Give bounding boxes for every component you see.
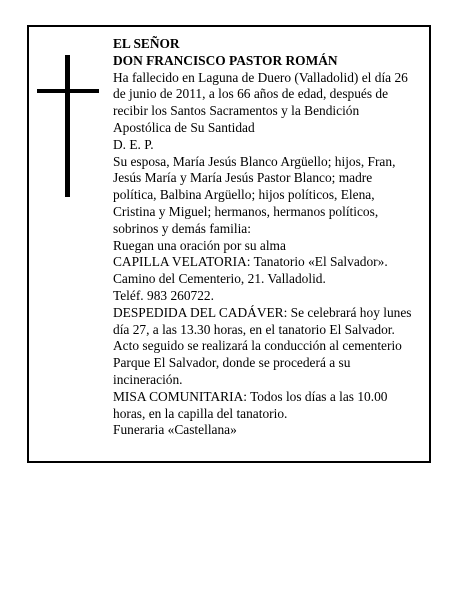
farewell-line: DESPEDIDA DEL CADÁVER: Se celebrará hoy lunes	[113, 304, 412, 320]
cross-icon	[37, 55, 99, 197]
mass-line: horas, en la capilla del tanatorio.	[113, 405, 288, 421]
body-line: Ha fallecido en Laguna de Duero (Valladolid) el día 26	[113, 69, 408, 85]
dep-line: D. E. P.	[113, 136, 154, 152]
funeral-home-line: Funeraria «Castellana»	[113, 422, 237, 438]
family-line: Jesús María y María Jesús Pastor Blanco; madre	[113, 170, 373, 186]
family-line: Cristina y Miguel; hermanos, hermanos políticos,	[113, 203, 379, 219]
prayer-line: Ruegan una oración por su alma	[113, 237, 286, 253]
farewell-line: incineración.	[113, 371, 183, 387]
body-line: recibir los Santos Sacramentos y la Bendición	[113, 103, 360, 119]
cross-horizontal-bar	[37, 89, 99, 93]
body-line: Apostólica de Su Santidad	[113, 119, 255, 135]
phone-line: Teléf. 983 260722.	[113, 287, 214, 303]
title-line: EL SEÑOR	[113, 36, 180, 51]
body-line: de junio de 2011, a los 66 años de edad, después de	[113, 86, 389, 102]
mass-line: MISA COMUNITARIA: Todos los días a las 10.00	[113, 388, 388, 404]
obituary-text	[113, 36, 425, 439]
farewell-line: día 27, a las 13.30 horas, en el tanatorio El Salvador.	[113, 321, 395, 337]
family-line: política, Balbina Argüello; hijos políticos, Elena,	[113, 187, 375, 203]
cross-vertical-bar	[65, 55, 70, 197]
farewell-line: Parque El Salvador, donde se procederá a su	[113, 355, 351, 371]
farewell-line: Acto seguido se realizará la conducción al cementerio	[113, 338, 402, 354]
deceased-name: DON FRANCISCO PASTOR ROMÁN	[113, 52, 338, 68]
chapel-line: CAPILLA VELATORIA: Tanatorio «El Salvador».	[113, 254, 388, 270]
family-line: Su esposa, María Jesús Blanco Argüello; hijos, Fran,	[113, 153, 396, 169]
family-line: sobrinos y demás familia:	[113, 220, 251, 236]
chapel-line: Camino del Cementerio, 21. Valladolid.	[113, 271, 326, 287]
